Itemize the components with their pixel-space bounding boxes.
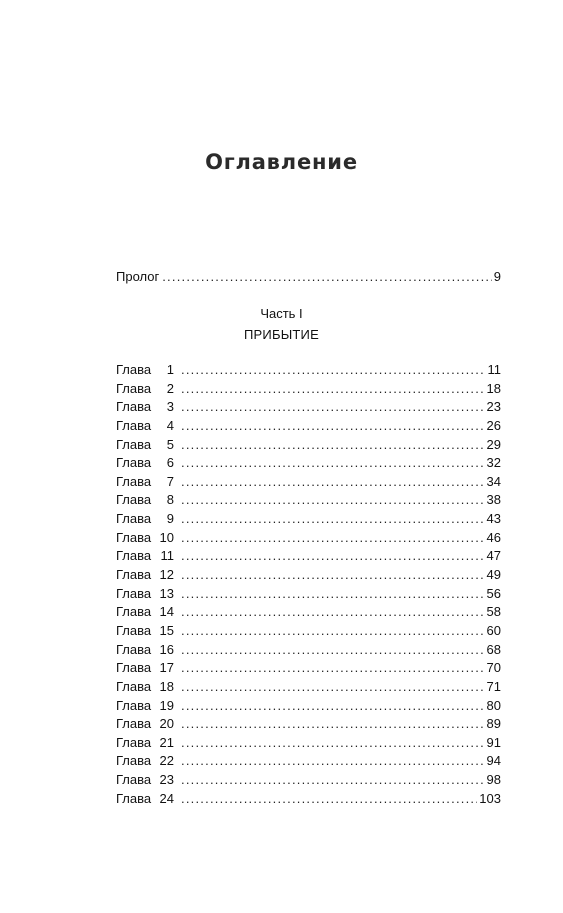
dot-leader	[181, 659, 485, 678]
chapter-label	[116, 697, 178, 716]
chapter-number: 19	[159, 697, 174, 713]
dot-leader	[181, 622, 485, 641]
dot-leader	[181, 641, 485, 660]
chapter-list	[116, 361, 501, 808]
chapter-row	[116, 566, 501, 585]
chapter-page-number: 32	[486, 455, 501, 471]
chapter-row	[116, 547, 501, 566]
dot-leader	[181, 473, 485, 492]
chapter-page-number: 56	[486, 585, 501, 601]
chapter-word: Глава	[116, 585, 152, 601]
dot-leader	[162, 268, 492, 287]
chapter-word: Глава	[116, 492, 152, 508]
dot-leader	[181, 529, 485, 548]
chapter-word: Глава	[116, 622, 152, 638]
chapter-page-number: 49	[486, 567, 501, 583]
chapter-row	[116, 659, 501, 678]
chapter-word: Глава	[116, 436, 152, 452]
chapter-page-number: 11	[487, 362, 501, 377]
chapter-page-number: 103	[479, 790, 501, 806]
chapter-number: 1	[166, 362, 174, 377]
chapter-word: Глава	[116, 511, 152, 527]
chapter-word: Глава	[116, 548, 152, 564]
chapter-number: 14	[159, 604, 174, 620]
chapter-row	[116, 510, 501, 529]
chapter-label	[116, 641, 178, 660]
chapter-label	[116, 790, 178, 809]
chapter-word: Глава	[116, 380, 152, 396]
dot-leader	[181, 510, 485, 529]
chapter-word: Глава	[116, 697, 152, 713]
chapter-word: Глава	[116, 604, 152, 620]
chapter-label	[116, 715, 178, 734]
chapter-label	[116, 585, 178, 604]
chapter-row	[116, 361, 501, 380]
chapter-row	[116, 603, 501, 622]
chapter-word: Глава	[116, 473, 152, 489]
chapter-word: Глава	[116, 362, 152, 377]
chapter-label	[116, 417, 178, 436]
chapter-row	[116, 417, 501, 436]
chapter-page-number: 70	[486, 660, 501, 676]
dot-leader	[181, 491, 485, 510]
dot-leader	[181, 417, 485, 436]
chapter-word: Глава	[116, 567, 152, 583]
chapter-row	[116, 491, 501, 510]
chapter-page-number: 58	[486, 604, 501, 620]
chapter-word: Глава	[116, 716, 152, 732]
chapter-word: Глава	[116, 660, 152, 676]
chapter-label	[116, 734, 178, 753]
dot-leader	[181, 771, 485, 790]
chapter-label	[116, 491, 178, 510]
chapter-word: Глава	[116, 772, 152, 788]
dot-leader	[181, 697, 485, 716]
chapter-page-number: 68	[486, 641, 501, 657]
chapter-row	[116, 398, 501, 417]
dot-leader	[181, 566, 485, 585]
chapter-row	[116, 734, 501, 753]
dot-leader	[181, 398, 485, 417]
chapter-row	[116, 529, 501, 548]
dot-leader	[181, 678, 485, 697]
chapter-number: 10	[159, 529, 174, 545]
chapter-number: 21	[159, 734, 174, 750]
chapter-label	[116, 678, 178, 697]
chapter-label	[116, 510, 178, 529]
chapter-word: Глава	[116, 641, 152, 657]
part-number: Часть I	[260, 306, 303, 321]
chapter-label	[116, 473, 178, 492]
chapter-number: 12	[159, 567, 174, 583]
chapter-label	[116, 622, 178, 641]
chapter-label	[116, 529, 178, 548]
dot-leader	[181, 603, 485, 622]
chapter-label	[116, 752, 178, 771]
chapter-label	[116, 603, 178, 622]
chapter-label	[116, 398, 178, 417]
chapter-row	[116, 790, 501, 809]
chapter-number: 3	[166, 399, 174, 415]
chapter-page-number: 47	[486, 548, 501, 564]
chapter-row	[116, 380, 501, 399]
chapter-number: 7	[166, 473, 174, 489]
chapter-number: 2	[166, 380, 174, 396]
chapter-row	[116, 622, 501, 641]
dot-leader	[181, 734, 485, 753]
chapter-word: Глава	[116, 417, 152, 433]
chapter-label	[116, 454, 178, 473]
page-title: Оглавление	[205, 150, 358, 174]
part-title: ПРИБЫТИЕ	[244, 327, 319, 342]
chapter-word: Глава	[116, 529, 152, 545]
prologue-label: Пролог	[116, 269, 160, 284]
chapter-number: 23	[159, 772, 174, 788]
chapter-number: 6	[166, 455, 174, 471]
dot-leader	[181, 585, 485, 604]
chapter-page-number: 98	[486, 772, 501, 788]
prologue-entry	[116, 268, 501, 287]
chapter-row	[116, 752, 501, 771]
toc-row	[116, 268, 501, 287]
chapter-page-number: 34	[486, 473, 501, 489]
chapter-label	[116, 436, 178, 455]
chapter-row	[116, 678, 501, 697]
chapter-row	[116, 641, 501, 660]
chapter-number: 9	[166, 511, 174, 527]
chapter-row	[116, 454, 501, 473]
chapter-number: 11	[160, 548, 174, 564]
dot-leader	[181, 380, 485, 399]
chapter-label	[116, 566, 178, 585]
chapter-word: Глава	[116, 399, 152, 415]
chapter-page-number: 89	[486, 716, 501, 732]
chapter-word: Глава	[116, 678, 152, 694]
chapter-row	[116, 771, 501, 790]
chapter-page-number: 80	[486, 697, 501, 713]
prologue-page-number: 9	[493, 269, 501, 284]
chapter-row	[116, 473, 501, 492]
chapter-number: 8	[166, 492, 174, 508]
chapter-number: 4	[166, 417, 174, 433]
chapter-number: 13	[159, 585, 174, 601]
chapter-page-number: 46	[486, 529, 501, 545]
chapter-label	[116, 361, 178, 380]
dot-leader	[181, 547, 485, 566]
chapter-page-number: 43	[486, 511, 501, 527]
chapter-number: 17	[159, 660, 174, 676]
chapter-label	[116, 547, 178, 566]
chapter-page-number: 71	[486, 678, 501, 694]
chapter-page-number: 29	[486, 436, 501, 452]
dot-leader	[181, 790, 477, 809]
chapter-word: Глава	[116, 753, 152, 769]
chapter-number: 18	[159, 678, 174, 694]
chapter-page-number: 91	[486, 734, 501, 750]
chapter-page-number: 60	[486, 622, 501, 638]
chapter-label	[116, 380, 178, 399]
dot-leader	[181, 454, 485, 473]
chapter-row	[116, 715, 501, 734]
chapter-number: 16	[159, 641, 174, 657]
dot-leader	[181, 436, 485, 455]
dot-leader	[181, 361, 486, 380]
chapter-word: Глава	[116, 734, 152, 750]
chapter-number: 22	[159, 753, 174, 769]
chapter-word: Глава	[116, 455, 152, 471]
chapter-label	[116, 771, 178, 790]
chapter-number: 20	[159, 716, 174, 732]
chapter-label	[116, 659, 178, 678]
chapter-word: Глава	[116, 790, 152, 806]
chapter-page-number: 26	[486, 417, 501, 433]
chapter-row	[116, 436, 501, 455]
chapter-page-number: 38	[486, 492, 501, 508]
chapter-row	[116, 585, 501, 604]
dot-leader	[181, 752, 485, 771]
chapter-page-number: 94	[486, 753, 501, 769]
chapter-number: 5	[166, 436, 174, 452]
chapter-number: 15	[159, 622, 174, 638]
dot-leader	[181, 715, 485, 734]
chapter-page-number: 18	[486, 380, 501, 396]
chapter-row	[116, 697, 501, 716]
chapter-page-number: 23	[486, 399, 501, 415]
chapter-number: 24	[159, 790, 174, 806]
